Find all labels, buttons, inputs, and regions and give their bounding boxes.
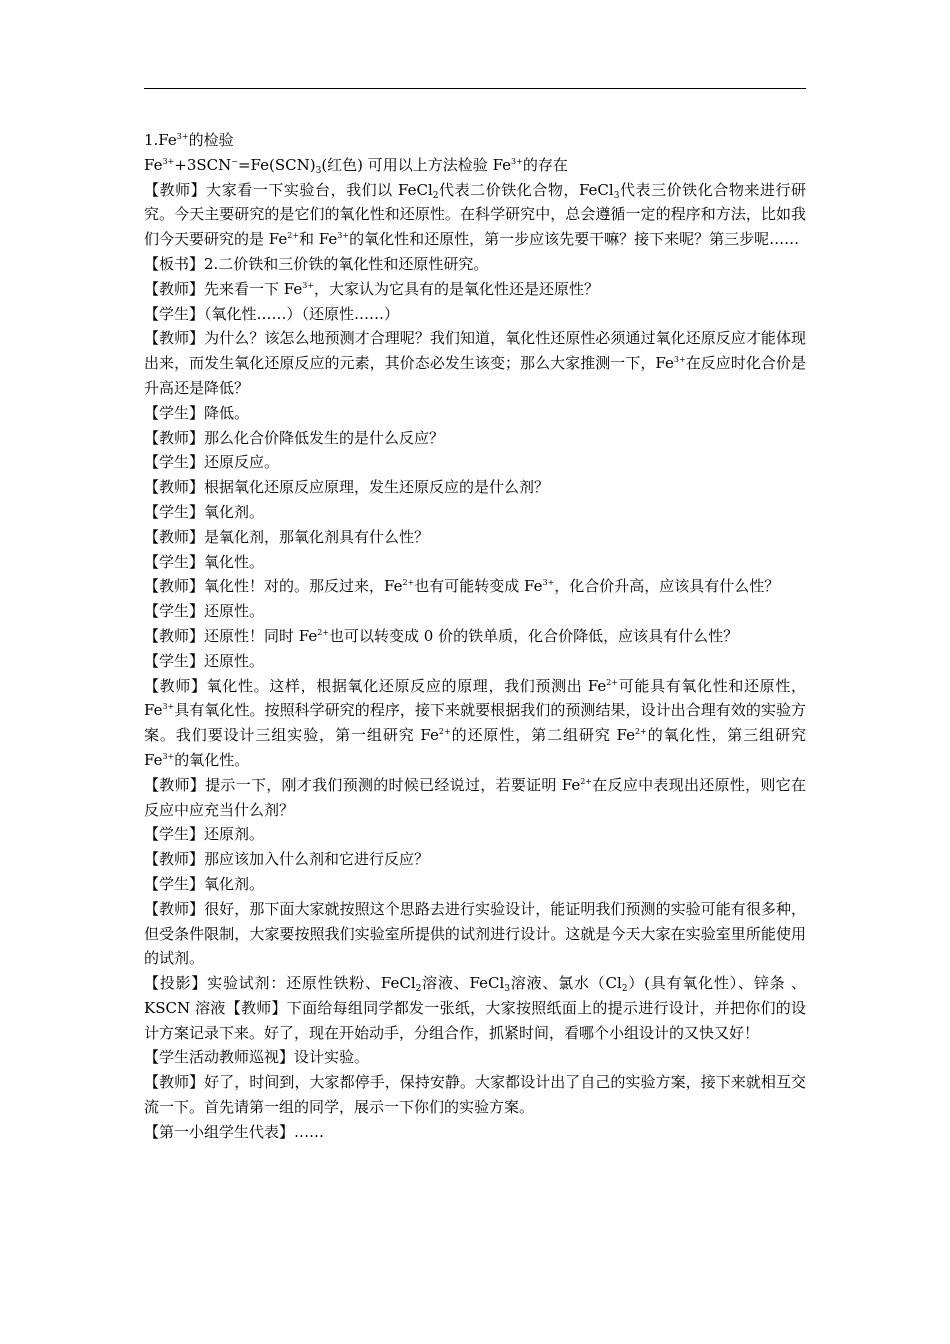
text-run: 【学生】降低。 <box>144 403 250 422</box>
subscript: 3 <box>315 165 322 176</box>
text-run: 【教师】为什么？该怎么地预测才合理呢？我们知道，氧化性还原性必须通过氧化还原反应才能体现出来，而发生氧化还原反应的元素，其价态必发生该变；那么大家推测一下，Fe <box>144 329 806 373</box>
paragraph <box>144 872 806 897</box>
text-run: 的还原性，第二组研究 Fe <box>450 726 635 745</box>
document-body <box>144 128 806 1145</box>
paragraph <box>144 500 806 525</box>
superscript: 2+ <box>317 627 330 637</box>
paragraph <box>144 326 806 400</box>
text-run: ）(具有氧化性）、锌条 、KSCN 溶液【教师】下面给每组同学都发一张纸，大家按照纸面上的提示进行设计，并把你们的设计方案记录下来。好了，现在开始动手，分组合作，抓紧时间，看哪个小组设计的又快又好！ <box>144 974 806 1042</box>
text-run: 【学生】还原性。 <box>144 651 265 670</box>
superscript: 3+ <box>337 231 350 241</box>
superscript: 2+ <box>287 231 300 241</box>
text-run: 可能具有氧化性和还原性，Fe <box>144 676 806 720</box>
superscript: 3+ <box>176 132 189 141</box>
superscript: 3+ <box>162 751 175 761</box>
text-run: 【第一小组学生代表】…… <box>144 1122 325 1141</box>
paragraph <box>144 599 806 624</box>
subscript: 3 <box>613 190 620 201</box>
paragraph <box>144 178 806 252</box>
superscript: 2+ <box>606 677 619 687</box>
paragraph <box>144 302 806 327</box>
text-run: 【教师】大家看一下实验台，我们以 FeCl <box>144 180 433 199</box>
superscript: 3+ <box>542 578 555 588</box>
paragraph <box>144 153 806 178</box>
paragraph <box>144 574 806 599</box>
paragraph <box>144 847 806 872</box>
superscript: 2+ <box>438 727 451 737</box>
text-run: 【学生】氧化剂。 <box>144 502 265 521</box>
text-run: 在反应中表现出还原性，则它在反应中应充当什么剂？ <box>144 775 806 819</box>
text-run: 【教师】很好，那下面大家就按照这个思路去进行实验设计，能证明我们预测的实验可能有很多种，但受条件限制，大家要按照我们实验室所提供的试剂进行设计。这就是今天大家在实验室里所能使用的试剂。 <box>144 899 806 968</box>
text-run: 具有氧化性。按照科学研究的程序，接下来就要根据我们的预测结果，设计出合理有效的实验方案。我们要设计三组实验，第一组研究 Fe <box>144 701 806 745</box>
superscript: − <box>231 156 238 166</box>
text-run: 【学生】还原剂。 <box>144 825 265 844</box>
paragraph <box>144 475 806 500</box>
paragraph <box>144 1070 806 1120</box>
paragraph <box>144 1045 806 1070</box>
text-run: 【教师】那应该加入什么剂和它进行反应？ <box>144 850 430 869</box>
paragraph <box>144 252 806 277</box>
text-run: 【教师】那么化合价降低发生的是什么反应？ <box>144 428 445 447</box>
text-run: 代表二价铁化合物，FeCl <box>438 180 614 199</box>
text-run: 【学生】还原反应。 <box>144 453 280 472</box>
text-run: 1.Fe <box>144 131 177 149</box>
text-run: 【学生】（氧化性……）（还原性……） <box>144 304 400 323</box>
text-run: 【板书】2.二价铁和三价铁的氧化性和还原性研究。 <box>144 254 489 273</box>
paragraph <box>144 971 806 1045</box>
paragraph <box>144 426 806 451</box>
paragraph <box>144 550 806 575</box>
text-run: 【教师】提示一下，刚才我们预测的时候已经说过，若要证明 Fe <box>144 775 581 794</box>
text-run: 【学生活动教师巡视】设计实验。 <box>144 1048 370 1067</box>
paragraph <box>144 674 806 773</box>
superscript: 3+ <box>673 355 686 365</box>
superscript: 2+ <box>580 776 592 786</box>
text-run: 【学生】还原性。 <box>144 602 265 621</box>
text-run: 【学生】氧化剂。 <box>144 874 265 893</box>
subscript: 3 <box>504 984 511 995</box>
text-run: +3SCN <box>174 155 232 174</box>
text-run: 溶液、氯水（Cl <box>510 974 622 993</box>
superscript: 3+ <box>162 156 175 166</box>
subscript: 2 <box>415 984 422 995</box>
paragraph <box>144 649 806 674</box>
text-run: ，化合价升高，应该具有什么性？ <box>554 577 780 596</box>
text-run: 的氧化性，第三组研究 Fe <box>144 726 806 769</box>
paragraph <box>144 128 806 153</box>
superscript: 2+ <box>402 578 415 588</box>
superscript: 2+ <box>634 727 647 737</box>
text-run: 溶液、FeCl <box>421 974 505 993</box>
subscript: 2 <box>432 190 439 201</box>
paragraph <box>144 624 806 649</box>
header-rule <box>144 88 806 89</box>
text-run: 在反应时化合价是升高还是降低？ <box>144 354 806 397</box>
superscript: 3+ <box>162 702 175 712</box>
text-run: 的氧化性。 <box>174 750 250 769</box>
text-run: =Fe(SCN) <box>237 155 316 174</box>
text-run: 【投影】实验试剂：还原性铁粉、FeCl <box>144 974 416 993</box>
text-run: 和 Fe <box>299 230 338 249</box>
text-run: 的检验 <box>188 131 234 149</box>
text-run: 【教师】好了，时间到，大家都停手，保持安静。大家都设计出了自己的实验方案，接下来就相互交流一下。首先请第一组的同学，展示一下你们的实验方案。 <box>144 1073 806 1117</box>
text-run: 【教师】是氧化剂，那氧化剂具有什么性？ <box>144 527 430 546</box>
paragraph <box>144 277 806 302</box>
text-run: (红色) 可用以上方法检验 Fe <box>321 155 512 174</box>
text-run: 【教师】先来看一下 Fe <box>144 279 303 298</box>
superscript: 3+ <box>302 280 315 290</box>
text-run: 的存在 <box>522 155 568 174</box>
text-run: 【教师】还原性！同时 Fe <box>144 626 318 645</box>
subscript: 2 <box>621 984 628 995</box>
paragraph <box>144 822 806 847</box>
text-run: Fe <box>144 155 163 174</box>
paragraph <box>144 1120 806 1145</box>
text-run: 【教师】根据氧化还原反应原理，发生还原反应的是什么剂？ <box>144 478 550 497</box>
paragraph <box>144 897 806 971</box>
text-run: 代表三价铁化合物来进行研究。今天主要研究的是它们的氧化性和还原性。在科学研究中，总会遵循一定的程序和方法，比如我们今天要研究的是 Fe <box>144 180 806 249</box>
text-run: 也可以转变成 0 价的铁单质，化合价降低，应该具有什么性？ <box>329 626 739 645</box>
text-run: ，大家认为它具有的是氧化性还是还原性？ <box>314 279 600 298</box>
text-run: 【学生】氧化性。 <box>144 552 265 571</box>
paragraph <box>144 401 806 426</box>
text-run: 【教师】氧化性。这样，根据氧化还原反应的原理，我们预测出 Fe <box>144 676 607 695</box>
text-run: 【教师】氧化性！对的。那反过来，Fe <box>144 577 403 596</box>
paragraph <box>144 773 806 823</box>
superscript: 3+ <box>511 156 523 166</box>
text-run: 也有可能转变成 Fe <box>414 577 543 596</box>
paragraph <box>144 450 806 475</box>
paragraph <box>144 525 806 550</box>
text-run: 的氧化性和还原性，第一步应该先要干嘛？接下来呢？第三步呢…… <box>349 230 800 249</box>
